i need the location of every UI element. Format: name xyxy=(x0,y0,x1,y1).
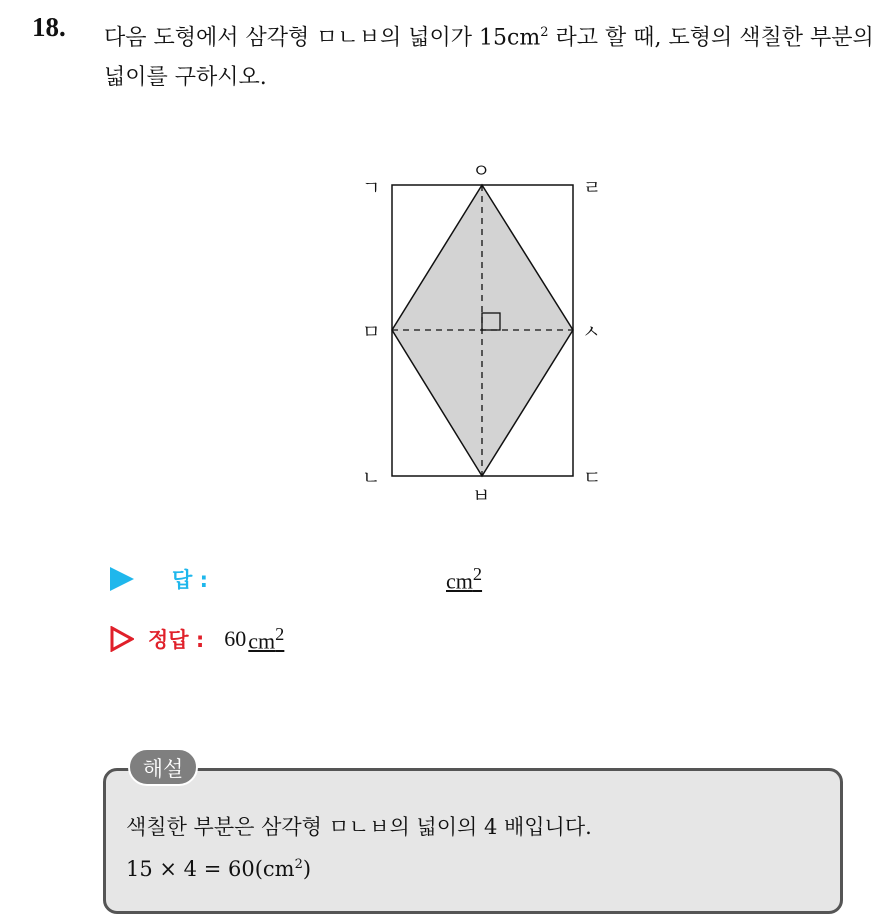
solution-line-2-sup: 2 xyxy=(294,857,303,872)
question-text-part2: 라고 할 때, 도형의 색칠한 부분의 넓이를 구하시오. xyxy=(104,25,874,91)
correct-label: 정답 : xyxy=(148,628,205,653)
correct-unit-text: cm xyxy=(248,628,276,654)
answer-unit-sup: 2 xyxy=(472,564,483,584)
correct-unit xyxy=(248,624,284,654)
correct-answer-row xyxy=(110,624,284,654)
solution-line-2-suffix: ) xyxy=(302,857,312,881)
outer-rectangle xyxy=(392,185,573,476)
question-superscript: 2 xyxy=(540,25,549,40)
label-bot-mid: ㅂ xyxy=(472,485,491,507)
answer-row xyxy=(110,564,482,594)
solution-line-2-prefix: 15 × 4 = 60(cm xyxy=(126,857,295,881)
correct-value: 60 xyxy=(224,626,247,652)
label-top-left: ㄱ xyxy=(362,177,381,199)
label-mid-left: ㅁ xyxy=(362,321,381,343)
answer-label: 답 : xyxy=(172,568,208,593)
answer-unit xyxy=(446,564,482,594)
label-bot-left: ㄴ xyxy=(362,467,381,489)
question-text xyxy=(104,13,874,98)
right-angle-mark xyxy=(482,313,500,330)
shaded-rhombus xyxy=(392,185,573,476)
question-text-part1: 다음 도형에서 삼각형 ㅁㄴㅂ의 넓이가 15cm xyxy=(104,25,541,51)
label-top-mid: ㅇ xyxy=(472,160,491,182)
correct-arrow-icon xyxy=(110,626,134,652)
solution-line-1: 색칠한 부분은 삼각형 ㅁㄴㅂ의 넓이의 4 배입니다. xyxy=(126,815,592,839)
answer-arrow-icon xyxy=(110,567,134,591)
solution-text xyxy=(126,808,592,888)
solution-line-2 xyxy=(126,846,592,888)
solution-tag: 해설 xyxy=(128,748,198,786)
question-number: 18. xyxy=(32,12,66,42)
label-bot-right: ㄷ xyxy=(583,467,602,489)
label-top-right: ㄹ xyxy=(583,177,602,199)
correct-unit-sup: 2 xyxy=(275,624,285,644)
answer-unit-text: cm xyxy=(446,568,473,594)
label-mid-right: ㅅ xyxy=(582,321,601,343)
